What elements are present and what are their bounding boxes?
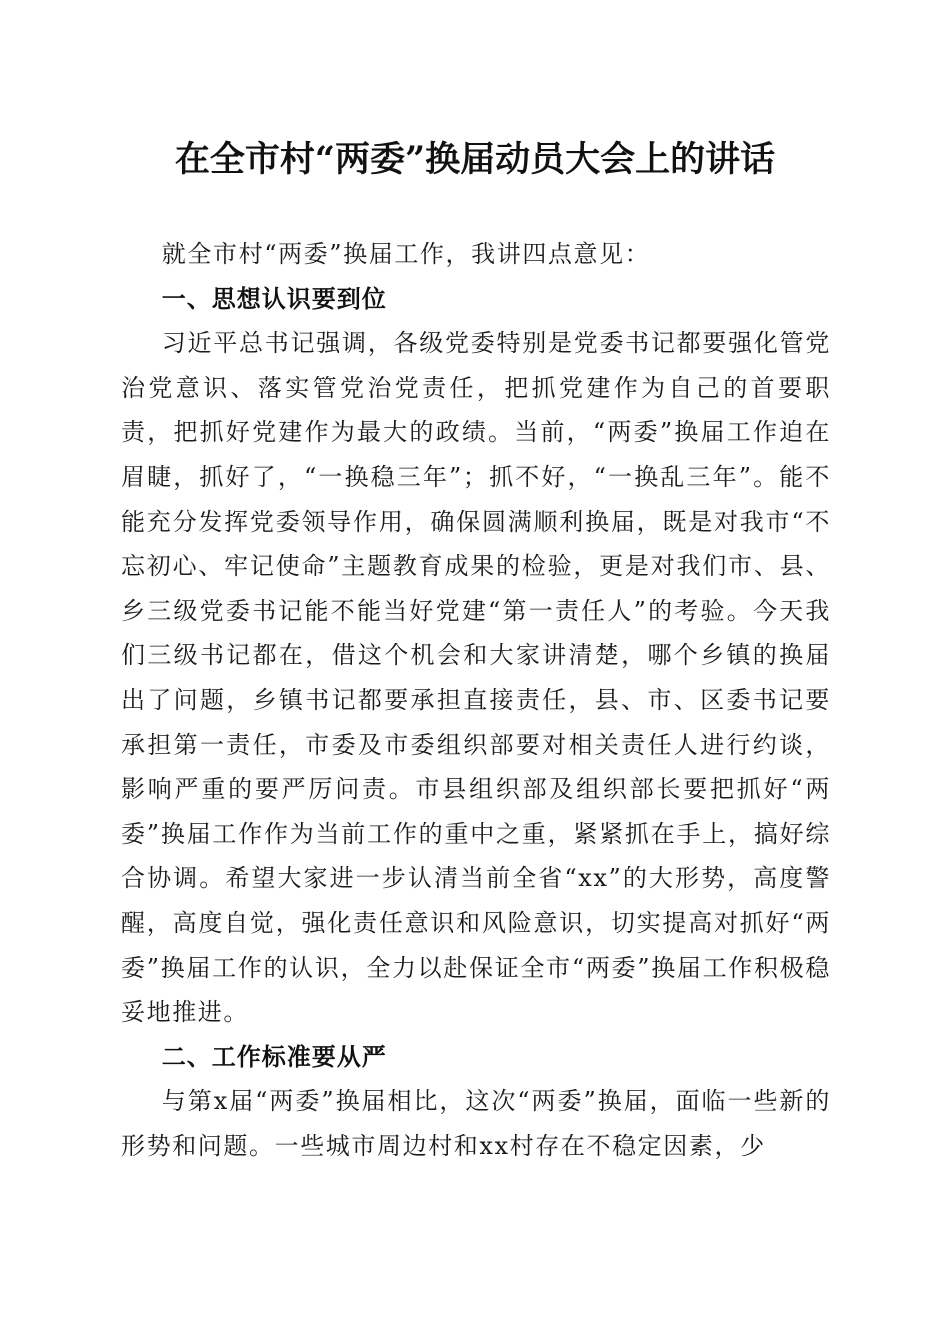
section-heading-1: 一、思想认识要到位 (161, 284, 387, 313)
intro-paragraph: 就全市村“两委”换届工作，我讲四点意见： (161, 240, 651, 268)
document-body (121, 232, 831, 1168)
section-paragraph-2: 与第x届“两委”换届相比，这次“两委”换届，面临一些新的形势和问题。一些城市周边村和xx村存在不稳定因素，少 (121, 1087, 831, 1160)
section-heading-2: 二、工作标准要从严 (161, 1042, 387, 1071)
document-title: 在全市村“两委”换届动员大会上的讲话 (174, 139, 776, 180)
section-paragraph-1: 习近平总书记强调，各级党委特别是党委书记都要强化管党治党意识、落实管党治党责任，把抓党建作为自己的首要职责，把抓好党建作为最大的政绩。当前，“两委”换届工作迫在眉睫，抓好了，“一换稳三年”；抓不好，“一换乱三年”。能不能充分发挥党委领导作用，确保圆满顺利换届，既是对我市“不忘初心、牢记使命”主题教育成果的检验，更是对我们市、县、乡三级党委书记能不能当好党建“第一责任人”的考验。今天我们三级书记都在，借这个机会和大家讲清楚，哪个乡镇的换届出了问题，乡镇书记都要承担直接责任，县、市、区委书记要承担第一责任，市委及市委组织部要对相关责任人进行约谈，影响严重的要严厉问责。市县组织部及组织部长要把抓好“两委”换届工作作为当前工作的重中之重，紧紧抓在手上，搞好综合协调。希望大家进一步认清当前全省“xx”的大形势，高度警醒，高度自觉，强化责任意识和风险意识，切实提高对抓好“两委”换届工作的认识，全力以赴保证全市“两委”换届工作积极稳妥地推进。 (121, 329, 831, 1027)
